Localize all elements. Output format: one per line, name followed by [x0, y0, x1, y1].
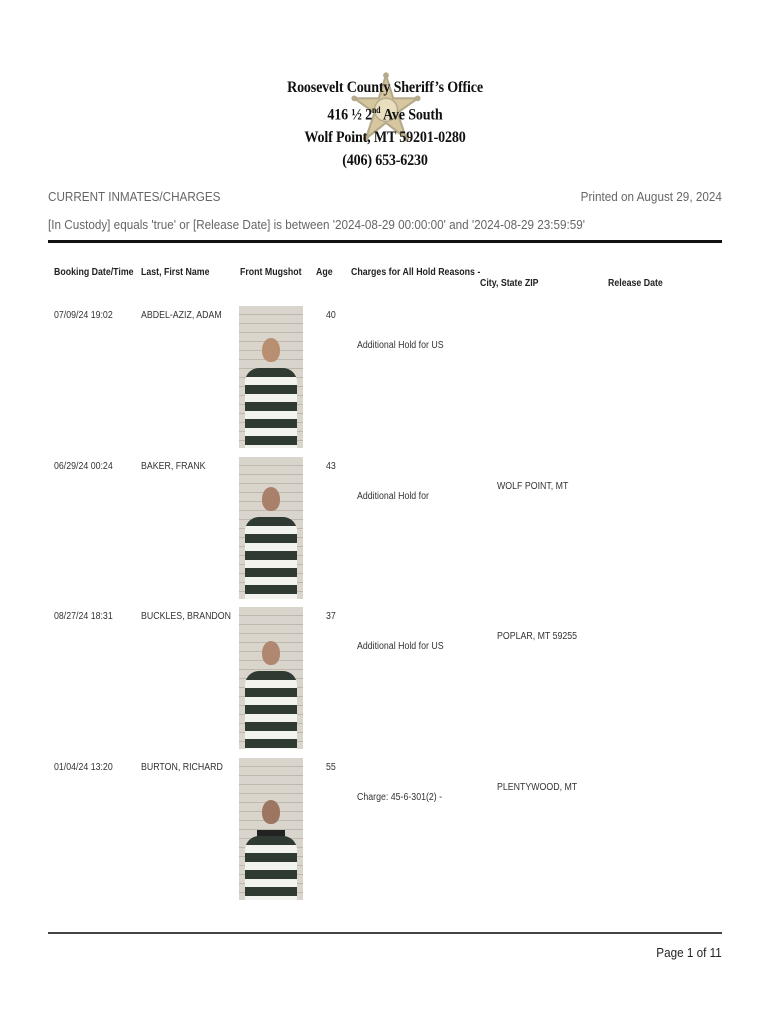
inmate-age: 40	[326, 310, 336, 321]
booking-date: 08/27/24 18:31	[54, 611, 113, 622]
column-header-booking: Booking Date/Time	[54, 267, 134, 278]
office-address: 416 ½ 2nd Ave South	[327, 105, 443, 124]
letterhead	[0, 76, 770, 172]
report-title: CURRENT INMATES/CHARGES	[48, 189, 221, 204]
column-header-name: Last, First Name	[141, 267, 210, 278]
city-state-zip: PLENTYWOOD, MT	[497, 782, 578, 793]
column-header-city: City, State ZIP	[480, 278, 539, 289]
inmate-age: 37	[326, 611, 336, 622]
office-name: Roosevelt County Sheriff’s Office	[287, 79, 483, 96]
column-header-release: Release Date	[608, 278, 663, 289]
booking-date: 06/29/24 00:24	[54, 461, 113, 472]
office-city: Wolf Point, MT 59201-0280	[304, 129, 466, 147]
hold-charge: Charge: 45-6-301(2) -	[357, 792, 443, 803]
hold-charge: Additional Hold for US	[357, 340, 444, 351]
office-phone: (406) 653-6230	[342, 152, 428, 170]
mugshot-photo	[239, 306, 303, 448]
page-number: Page 1 of 11	[656, 945, 722, 960]
inmate-name: BURTON, RICHARD	[141, 762, 223, 773]
report-criteria: [In Custody] equals 'true' or [Release Date] is between '2024-08-29 00:00:00' and '2024-08-29 23:59:59'	[48, 217, 586, 232]
inmate-age: 43	[326, 461, 336, 472]
hold-charge: Additional Hold for	[357, 491, 429, 502]
hold-charge: Additional Hold for US	[357, 641, 444, 652]
header-rule	[48, 240, 722, 243]
inmate-name: BUCKLES, BRANDON	[141, 611, 231, 622]
inmate-name: ABDEL-AZIZ, ADAM	[141, 310, 222, 321]
booking-date: 01/04/24 13:20	[54, 762, 113, 773]
city-state-zip: WOLF POINT, MT	[497, 481, 569, 492]
city-state-zip: POPLAR, MT 59255	[497, 631, 578, 642]
mugshot-photo	[239, 758, 303, 900]
printed-date: Printed on August 29, 2024	[580, 189, 722, 204]
footer-rule	[48, 932, 722, 934]
column-header-age: Age	[316, 267, 333, 278]
column-header-charges: Charges for All Hold Reasons -	[351, 267, 481, 278]
column-header-mugshot: Front Mugshot	[240, 267, 302, 278]
inmate-age: 55	[326, 762, 336, 773]
mugshot-photo	[239, 607, 303, 749]
inmate-name: BAKER, FRANK	[141, 461, 206, 472]
mugshot-photo	[239, 457, 303, 599]
booking-date: 07/09/24 19:02	[54, 310, 113, 321]
